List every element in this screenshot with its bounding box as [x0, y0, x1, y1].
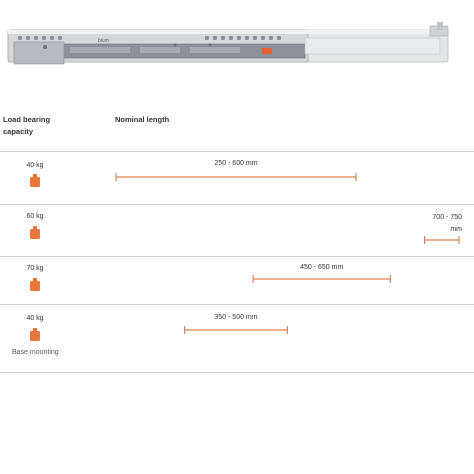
capacity-label-row-3: 70 kg [26, 265, 44, 272]
nominal-length-header: Nominal length [115, 115, 170, 124]
load-capacity-header: Load bearing capacity [3, 115, 51, 136]
range-bar-row-2 [425, 236, 459, 244]
capacity-label-row-1: 40 kg [26, 162, 44, 169]
range-label-row-4: 350 - 500 mm [214, 314, 258, 321]
range-bar-row-1 [116, 173, 356, 181]
range-bar-row-3 [253, 275, 390, 283]
range-bar-row-4 [185, 326, 288, 334]
range-label-row-2: 700 - 750 mm [432, 214, 462, 233]
capacity-label-row-2: 60 kg [26, 213, 44, 220]
range-label-row-1: 250 - 600 mm [214, 160, 258, 167]
capacity-label-row-4: 40 kg [26, 315, 44, 322]
brand-label: blum [98, 38, 109, 44]
range-label-row-3: 450 - 650 mm [300, 264, 344, 271]
base-mounting-note: Base mounting [12, 349, 59, 356]
